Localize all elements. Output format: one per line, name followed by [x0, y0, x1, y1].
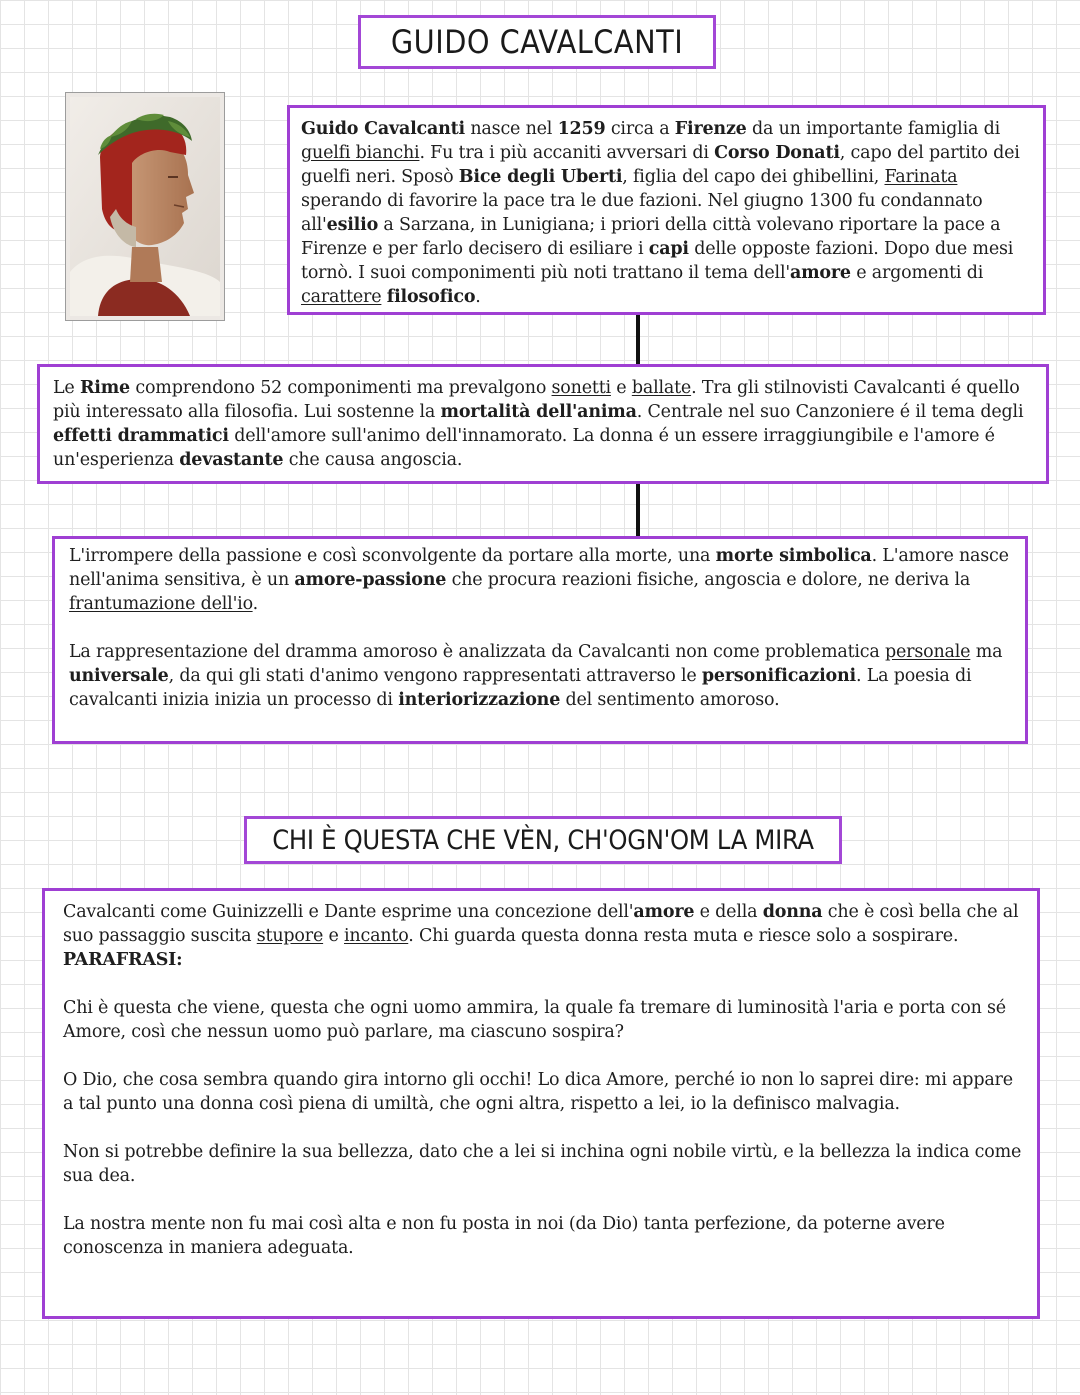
- text-run: nasce nel: [465, 119, 558, 139]
- text-run: e argomenti di: [850, 263, 984, 283]
- paraphrase-stanza-1: Chi è questa che viene, questa che ogni uomo ammira, la quale fa tremare di luminosità l'aria e porta con sé Amore, così che nessun uomo può parlare, ma ciascuno sospira?: [63, 998, 1006, 1042]
- text-run: L'irrompere della passione e così sconvolgente da portare alla morte, una: [69, 546, 716, 566]
- connector-line: [636, 484, 640, 536]
- text-run: .: [475, 287, 481, 307]
- underlined-run: sonetti: [551, 378, 611, 398]
- paraphrase-stanza-3: Non si potrebbe definire la sua bellezza, dato che a lei si inchina ogni nobile virtù, e la bellezza la indica come sua dea.: [63, 1142, 1022, 1186]
- text-run: .: [252, 594, 258, 614]
- text-run: sperando di favorire la pace tra le due fazioni. Nel giugno 1300 fu condannato all': [301, 191, 983, 235]
- paraphrase-stanza-2: O Dio, che cosa sembra quando gira intorno gli occhi! Lo dica Amore, perché io non lo saprei dire: mi appare a tal punto una donna così piena di umiltà, che ogni altra, rispetto a lei, io la definisco malvagia.: [63, 1070, 1013, 1114]
- text-run: del sentimento amoroso.: [560, 690, 780, 710]
- text-run: che è così bella che al suo passaggio suscita: [63, 902, 1019, 946]
- bold-run: Firenze: [674, 119, 747, 139]
- rime-box: [37, 364, 1049, 484]
- text-run: La rappresentazione del dramma amoroso è analizzata da Cavalcanti non come problematica: [69, 642, 886, 662]
- bold-run: 1259: [557, 119, 606, 139]
- text-run: . L'amore nasce nell'anima sensitiva, è un: [69, 546, 1009, 590]
- underlined-run: guelfi bianchi: [301, 143, 420, 163]
- text-run: delle opposte fazioni. Dopo due mesi tornò. I suoi componimenti più noti trattano il tema dell': [301, 239, 1014, 283]
- page-title: GUIDO CAVALCANTI: [358, 15, 716, 69]
- passion-box: [52, 536, 1028, 744]
- portrait-illustration: [70, 97, 220, 316]
- text-run: . Centrale nel suo Canzoniere é il tema degli: [636, 402, 1024, 422]
- text-run: a Sarzana, in Lunigiana; i priori della città volevano riportare la pace a Firenze e per farlo decisero di esiliare i: [301, 215, 1001, 259]
- bold-run: interiorizzazione: [398, 690, 561, 710]
- bold-run: esilio: [326, 215, 379, 235]
- biography-text: [301, 117, 1033, 309]
- portrait-image: [65, 92, 225, 321]
- bold-run: donna: [762, 902, 823, 922]
- parafrasi-label: PARAFRASI:: [63, 950, 183, 970]
- passion-paragraph-1: [69, 544, 1015, 616]
- text-run: ma: [970, 642, 1003, 662]
- bold-run: Corso Donati: [714, 143, 840, 163]
- text-run: , capo del partito dei guelfi neri. Sposò: [301, 143, 1020, 187]
- connector-line: [636, 315, 640, 364]
- text-run: e: [323, 926, 344, 946]
- underlined-run: ballate: [631, 378, 692, 398]
- underlined-run: carattere: [301, 287, 382, 307]
- bold-run: personificazioni: [701, 666, 856, 686]
- bold-run: universale: [69, 666, 169, 686]
- text-run: da un importante famiglia di: [746, 119, 1000, 139]
- text-run: che causa angoscia.: [283, 450, 463, 470]
- underlined-run: incanto: [344, 926, 409, 946]
- text-run: . Tra gli stilnovisti Cavalcanti é quello più interessato alla filosofia. Lui sostenne la: [53, 378, 1020, 422]
- bold-run: mortalità dell'anima: [440, 402, 637, 422]
- bold-run: devastante: [179, 450, 284, 470]
- text-run: dell'amore sull'animo dell'innamorato. La donna é un essere irraggiungibile e l'amore é un'esperienza: [53, 426, 995, 470]
- text-run: Le: [53, 378, 80, 398]
- text-run: e: [610, 378, 632, 398]
- underlined-run: stupore: [256, 926, 324, 946]
- text-run: , da qui gli stati d'animo vengono rappresentati attraverso le: [168, 666, 702, 686]
- poem-box: [42, 888, 1040, 1319]
- bold-run: Guido Cavalcanti: [301, 119, 465, 139]
- bold-run: Rime: [79, 378, 130, 398]
- text-run: . La poesia di cavalcanti inizia inizia un processo di: [69, 666, 972, 710]
- underlined-run: frantumazione dell'io: [69, 594, 253, 614]
- text-run: comprendono 52 componimenti ma prevalgono: [130, 378, 552, 398]
- bold-run: filosofico: [386, 287, 476, 307]
- bold-run: Bice degli Uberti: [458, 167, 623, 187]
- paraphrase-stanza-4: La nostra mente non fu mai così alta e non fu posta in noi (da Dio) tanta perfezione, da poterne avere conoscenza in maniera adeguata.: [63, 1214, 945, 1258]
- bold-run: capi: [648, 239, 689, 259]
- text-run: e della: [694, 902, 763, 922]
- text-run: . Chi guarda questa donna resta muta e riesce solo a sospirare.: [408, 926, 959, 946]
- poem-intro: [63, 900, 1027, 948]
- rime-text: [53, 376, 1036, 472]
- text-run: . Fu tra i più accaniti avversari di: [419, 143, 715, 163]
- text-run: circa a: [605, 119, 675, 139]
- text-run: , figlia del capo dei ghibellini,: [622, 167, 885, 187]
- underlined-run: Farinata: [884, 167, 958, 187]
- text-run: Cavalcanti come Guinizzelli e Dante esprime una concezione dell': [63, 902, 634, 922]
- text-run: che procura reazioni fisiche, angoscia e dolore, ne deriva la: [446, 570, 971, 590]
- bold-run: morte simbolica: [715, 546, 872, 566]
- bold-run: amore: [789, 263, 851, 283]
- passion-paragraph-2: [69, 640, 1015, 712]
- underlined-run: personale: [885, 642, 971, 662]
- bold-run: amore-passione: [294, 570, 447, 590]
- bold-run: effetti drammatici: [53, 426, 229, 446]
- poem-title: CHI È QUESTA CHE VÈN, CH'OGN'OM LA MIRA: [244, 816, 842, 864]
- bold-run: amore: [633, 902, 695, 922]
- biography-box: [287, 105, 1046, 315]
